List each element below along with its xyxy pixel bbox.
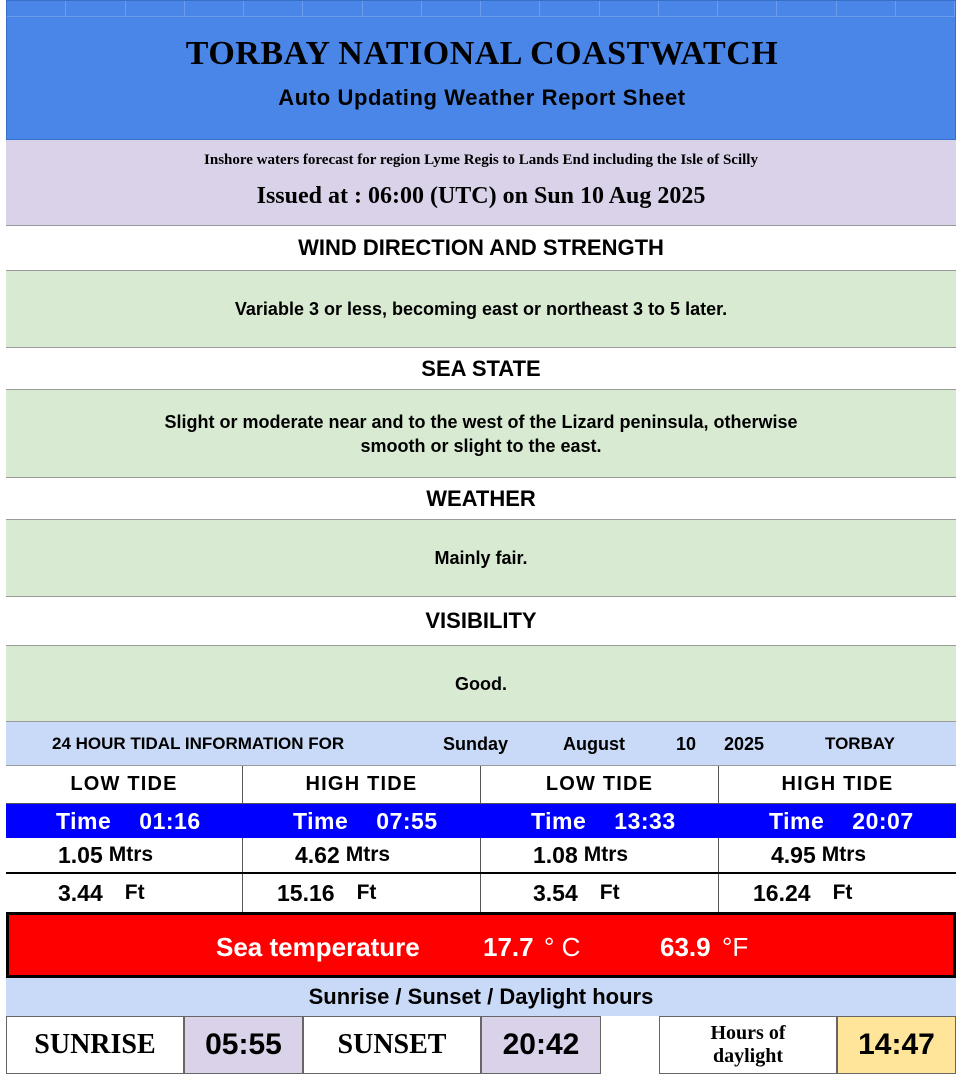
sea-temperature-fahrenheit: 63.9 [660, 932, 711, 962]
tide-time-value: 20:07 [852, 807, 914, 834]
feet-unit: Ft [599, 881, 620, 904]
tidal-location: TORBAY [825, 734, 895, 753]
tide-metres-cell [719, 838, 956, 872]
tide-feet-cell [243, 874, 481, 912]
tide-metres-value: 1.08 [533, 841, 578, 868]
forecast-region: Inshore waters forecast for region Lyme Regis to Lands End including the Isle of Scilly [204, 152, 758, 168]
sunrise-label: SUNRISE [6, 1016, 184, 1074]
tide-time-cell [243, 804, 481, 838]
tide-time-cell [6, 804, 243, 838]
sun-times-heading: Sunrise / Sunset / Daylight hours [6, 978, 956, 1016]
tide-feet-value: 3.44 [58, 879, 103, 906]
celsius-unit: ° C [544, 932, 581, 962]
tide-metres-cell [481, 838, 719, 872]
tide-labels-row [6, 766, 956, 804]
tide-label: HIGH TIDE [243, 766, 481, 803]
tidal-day: Sunday [443, 734, 509, 754]
feet-unit: Ft [124, 881, 145, 904]
tidal-info-label: 24 HOUR TIDAL INFORMATION FOR [52, 734, 345, 753]
metres-unit: Mtrs [821, 843, 867, 866]
metres-unit: Mtrs [583, 843, 629, 866]
daylight-hours: 14:47 [837, 1016, 956, 1074]
tide-metres-value: 4.62 [295, 841, 340, 868]
daylight-label [659, 1016, 837, 1074]
tide-metres-value: 4.95 [771, 841, 816, 868]
tide-feet-value: 16.24 [753, 879, 811, 906]
tide-label: LOW TIDE [6, 766, 243, 803]
feet-unit: Ft [356, 881, 377, 904]
forecast-issued-block [6, 140, 956, 226]
sea-temperature-celsius: 17.7 [483, 932, 534, 962]
tide-height-metres-row [6, 838, 956, 874]
tide-metres-cell [243, 838, 481, 872]
wind-text: Variable 3 or less, becoming east or northeast 3 to 5 later. [6, 271, 956, 348]
report-header [6, 0, 956, 140]
tide-label: LOW TIDE [481, 766, 719, 803]
tide-feet-value: 3.54 [533, 879, 578, 906]
sunset-time: 20:42 [481, 1016, 601, 1074]
wind-heading: WIND DIRECTION AND STRENGTH [6, 226, 956, 271]
daylight-label-line-2: daylight [712, 1045, 784, 1067]
visibility-text: Good. [6, 646, 956, 722]
tide-time-value: 01:16 [139, 807, 201, 834]
tide-time-label: Time [531, 807, 587, 834]
sea-state-heading: SEA STATE [6, 348, 956, 390]
tidal-info-header [6, 722, 956, 766]
sea-temperature-banner [6, 912, 956, 978]
sun-times-row [6, 1016, 956, 1074]
tide-feet-cell [6, 874, 243, 912]
tide-time-cell [719, 804, 956, 838]
tide-feet-cell [719, 874, 956, 912]
tide-time-cell [481, 804, 719, 838]
tide-feet-cell [481, 874, 719, 912]
visibility-heading: VISIBILITY [6, 597, 956, 646]
tide-time-value: 07:55 [376, 807, 438, 834]
tide-label: HIGH TIDE [781, 773, 894, 795]
weather-text: Mainly fair. [6, 520, 956, 597]
tidal-date: 10 [676, 734, 697, 754]
tide-time-label: Time [56, 807, 112, 834]
tide-time-label: Time [293, 807, 349, 834]
sea-state-line-2: smooth or slight to the east. [360, 435, 602, 456]
sea-temperature-label: Sea temperature [216, 932, 420, 962]
sunrise-time: 05:55 [184, 1016, 303, 1074]
sunset-label: SUNSET [303, 1016, 481, 1074]
metres-unit: Mtrs [345, 843, 391, 866]
tidal-month: August [563, 734, 625, 754]
tidal-year: 2025 [724, 734, 765, 754]
daylight-label-line-1: Hours of [710, 1022, 786, 1044]
metres-unit: Mtrs [108, 843, 154, 866]
weather-heading: WEATHER [6, 478, 956, 520]
fahrenheit-unit: °F [722, 932, 749, 962]
sea-state-text [6, 390, 956, 478]
feet-unit: Ft [832, 881, 853, 904]
page-subtitle: Auto Updating Weather Report Sheet [278, 85, 686, 110]
forecast-issued-time: Issued at : 06:00 (UTC) on Sun 10 Aug 2025 [256, 183, 706, 209]
page-title: TORBAY NATIONAL COASTWATCH [185, 35, 779, 72]
tide-metres-value: 1.05 [58, 841, 103, 868]
tide-height-feet-row [6, 874, 956, 912]
sea-state-line-1: Slight or moderate near and to the west of the Lizard peninsula, otherwise [164, 411, 798, 432]
tide-metres-cell [6, 838, 243, 872]
header-grid-lines [7, 1, 955, 17]
tide-time-value: 13:33 [614, 807, 676, 834]
tide-feet-value: 15.16 [277, 879, 335, 906]
tide-times-row [6, 804, 956, 838]
tide-time-label: Time [769, 807, 825, 834]
